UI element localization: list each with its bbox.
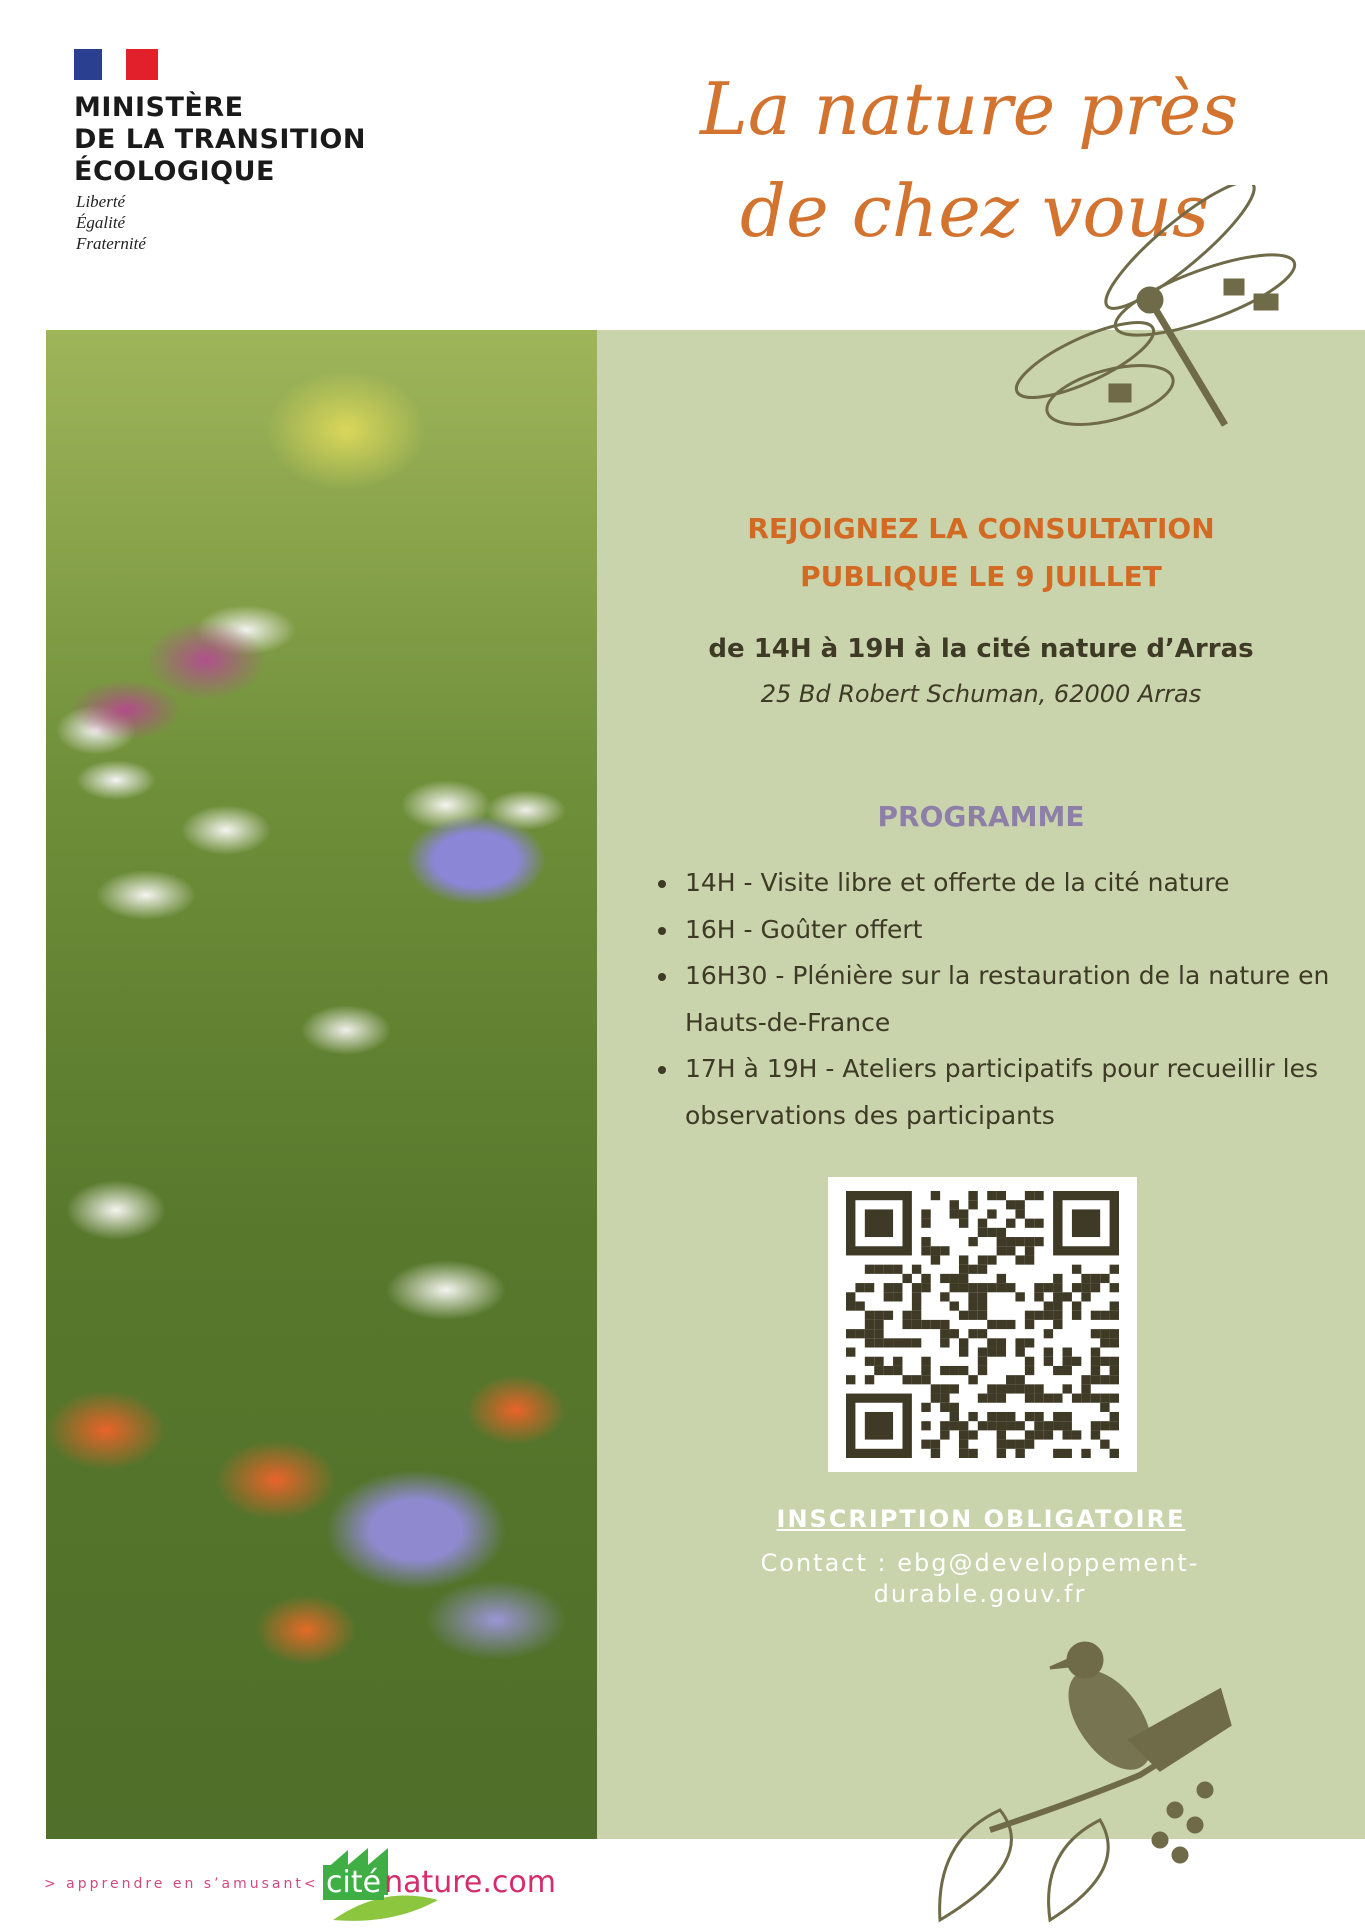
ministry-name <box>74 92 366 188</box>
motto-line: Liberté <box>76 192 126 211</box>
programme-heading: PROGRAMME <box>877 800 1085 833</box>
contact-email[interactable]: Contact : ebg@developpement-durable.gouv.fr <box>760 1549 1200 1608</box>
motto-line: Fraternité <box>76 234 146 253</box>
wildflower-photo <box>46 330 597 1839</box>
ministry-line: MINISTÈRE <box>74 92 244 123</box>
registration-link[interactable]: INSCRIPTION OBLIGATOIRE <box>776 1505 1186 1533</box>
logo-cite: cité <box>323 1865 384 1900</box>
tagline: > apprendre en s’amusant< <box>44 1876 319 1892</box>
headline-line: PUBLIQUE LE 9 JUILLET <box>800 560 1162 593</box>
programme-list <box>655 860 1355 1139</box>
event-address: 25 Bd Robert Schuman, 62000 Arras <box>760 680 1202 708</box>
title-line: La nature près <box>700 67 1239 151</box>
programme-item: 17H à 19H - Ateliers participatifs pour recueillir les observations des participants <box>655 1046 1355 1139</box>
dragonfly-illustration <box>1000 185 1330 455</box>
programme-item: 16H - Goûter offert <box>655 907 1355 954</box>
ministry-line: ÉCOLOGIQUE <box>74 156 275 187</box>
qr-code[interactable] <box>828 1177 1137 1472</box>
event-time-place: de 14H à 19H à la cité nature d’Arras <box>708 634 1254 664</box>
programme-item: 16H30 - Plénière sur la restauration de la nature en Hauts-de-France <box>655 953 1355 1046</box>
cite-nature-logo[interactable] <box>323 1845 593 1925</box>
logo-nature-com: nature.com <box>384 1865 556 1900</box>
programme-item: 14H - Visite libre et offerte de la cité nature <box>655 860 1355 907</box>
ministry-motto <box>76 191 146 254</box>
ministry-line: DE LA TRANSITION <box>74 124 366 155</box>
headline <box>597 505 1365 601</box>
republique-francaise-logo <box>74 49 158 80</box>
headline-line: REJOIGNEZ LA CONSULTATION <box>747 512 1215 545</box>
bird-on-branch-illustration <box>930 1630 1365 1931</box>
motto-line: Égalité <box>76 213 126 232</box>
title-line: de chez vous <box>740 169 1210 253</box>
